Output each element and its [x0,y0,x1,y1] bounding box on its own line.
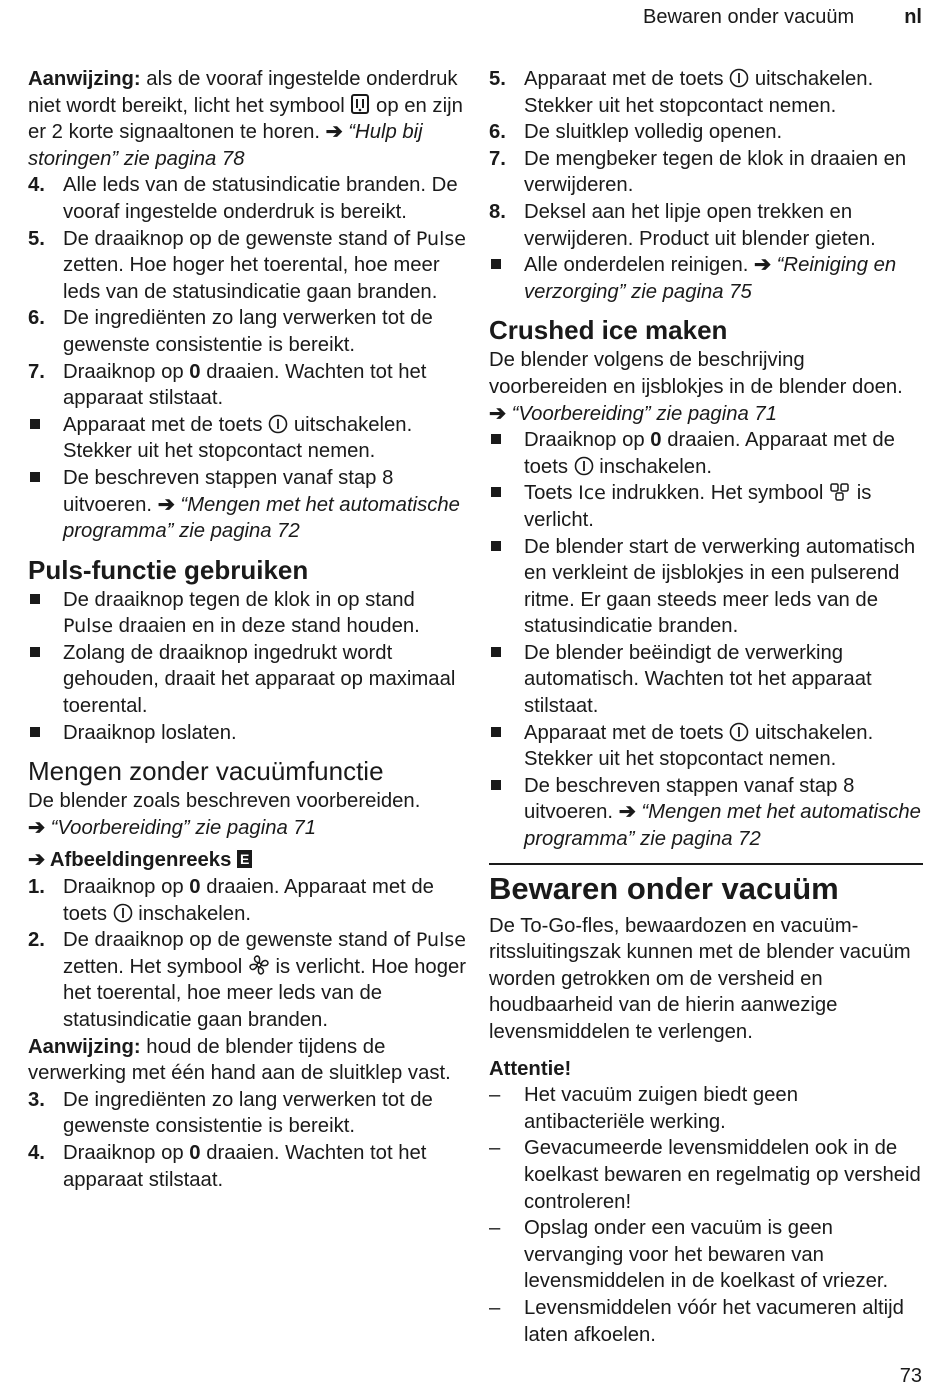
intro-text: De blender zoals beschreven voorbereiden. [28,790,421,813]
list-item: Toets Ice indrukken. Het symbool is verlicht. [489,480,923,533]
bullet-square-icon [28,465,63,545]
list-item: 7. De mengbeker tegen de klok in draaien en verwijderen. [489,147,907,197]
list-item: 1. Draaiknop op 0 draaien. Apparaat met de toets inschakelen. [28,876,434,925]
intro-text: De To-Go-fles, bewaardozen en vacuümritssluitingszak kunnen met de blender vacuüm worden getrokken om de versheid en houdbaarheid van de hierin aanwezige levensmiddelen te verlengen. [489,914,911,1043]
list-item: – Het vacuüm zuigen biedt geen antibacteriële werking. [489,1084,798,1133]
list-item: – Levensmiddelen vóór het vacumeren altijd laten afkoelen. [489,1296,904,1346]
page-number: 73 [899,1365,922,1387]
bullet-square-icon [28,640,63,720]
ice-cubes-icon [829,482,851,502]
bullet-square-icon [28,720,63,747]
power-icon [574,456,594,476]
arrow-right-icon: ➔ [618,801,636,824]
cross-reference[interactable]: ➔ “Voorbereiding” zie pagina 71 [489,402,777,425]
list-item: 2. De draaiknop op de gewenste stand of Pulse zetten. Het symbool is verlicht. Hoe hoger het toerental, hoe meer leds van de statusindicatie gaan branden. [28,929,467,1031]
arrow-right-icon: ➔ [754,254,772,277]
list-item: 3. De ingrediënten zo lang verwerken tot de gewenste consistentie is bereikt. [28,1088,433,1138]
cross-reference[interactable]: ➔ “Mengen met het automatische programma” zie pagina 72 [63,493,460,543]
list-item: Alle onderdelen reinigen. ➔ “Reiniging en verzorging” zie pagina 75 [489,252,923,305]
cross-reference[interactable]: ➔ “Voorbereiding” zie pagina 71 [28,816,316,839]
figure-letter-badge: E [237,850,252,868]
fan-icon [248,954,270,976]
arrow-right-icon: ➔ [325,121,343,144]
section-heading: Mengen zonder vacuümfunctie [28,756,384,787]
list-item: De beschreven stappen vanaf stap 8 uitvoeren. ➔ “Mengen met het automatische programma” zie pagina 72 [489,773,923,853]
list-item: Apparaat met de toets uitschakelen. Stekker uit het stopcontact nemen. [28,412,468,465]
power-icon [729,722,749,742]
list-item: Apparaat met de toets uitschakelen. Stekker uit het stopcontact nemen. [489,720,923,773]
list-item: De blender start de verwerking automatisch en verkleint de ijsblokjes in een pulserend ritme. Er gaan steeds meer leds van de statusindicatie branden. [489,534,923,640]
list-item: 5. Apparaat met de toets uitschakelen. Stekker uit het stopcontact nemen. [489,68,874,117]
arrow-right-icon: ➔ [157,493,175,516]
bullet-square-icon [489,252,524,305]
section-heading: Crushed ice maken [489,315,728,346]
bullet-square-icon [28,587,63,640]
section-divider [489,863,923,865]
list-item: De beschreven stappen vanaf stap 8 uitvoeren. ➔ “Mengen met het automatische programma” zie pagina 72 [28,465,468,545]
arrow-right-icon: ➔ [489,402,506,425]
bullet-square-icon [489,640,524,720]
note-paragraph: Aanwijzing: houd de blender tijdens de verwerking met één hand aan de sluitklep vast. [28,1035,451,1085]
power-icon [268,414,288,434]
vacuum-error-icon [350,93,370,115]
list-item: – Opslag onder een vacuüm is geen vervanging voor het bewaren van levensmiddelen in de koelkast of vriezer. [489,1217,889,1293]
right-column [489,66,923,1348]
section-heading: Puls-functie gebruiken [28,554,309,585]
list-item: 6. De ingrediënten zo lang verwerken tot de gewenste consistentie is bereikt. [28,307,433,356]
list-item: De draaiknop tegen de klok in op stand Pulse draaien en in deze stand houden. [28,587,468,640]
bullet-square-icon [489,534,524,640]
bullet-square-icon [489,720,524,773]
chapter-heading: Bewaren onder vacuüm [489,870,839,906]
running-header [643,6,922,29]
list-item: 4. Alle leds van de statusindicatie branden. De vooraf ingestelde onderdruk is bereikt. [28,174,458,223]
list-item: Draaiknop op 0 draaien. Apparaat met de toets inschakelen. [489,427,923,480]
list-item: 4. Draaiknop op 0 draaien. Wachten tot het apparaat stilstaat. [28,1141,427,1191]
attention-label: Attentie! [489,1057,572,1080]
list-item: – Gevacumeerde levensmiddelen ook in de koelkast bewaren en regelmatig op versheid controleren! [489,1137,921,1213]
bullet-square-icon [28,412,63,465]
list-item: De blender beëindigt de verwerking automatisch. Wachten tot het apparaat stilstaat. [489,640,923,720]
left-column [28,66,468,1193]
list-item: 7. Draaiknop op 0 draaien. Wachten tot het apparaat stilstaat. [28,360,427,410]
intro-text: De blender volgens de beschrijving voorbereiden en ijsblokjes in de blender doen. ➔ “Voorbereiding” zie pagina 71 [489,349,903,425]
list-item: 5. De draaiknop op de gewenste stand of Pulse zetten. Hoe hoger het toerental, hoe meer leds van de statusindicatie gaan branden. [28,227,466,303]
power-icon [113,903,133,923]
list-item: 6. De sluitklep volledig openen. [489,121,783,144]
header-section-title: Bewaren onder vacuüm [642,6,855,28]
arrow-right-icon: ➔ [28,849,45,872]
header-language: nl [904,6,922,28]
bullet-square-icon [489,480,524,533]
arrow-right-icon: ➔ [28,816,45,839]
cross-reference[interactable]: ➔ “Mengen met het automatische programma” zie pagina 72 [524,801,921,851]
list-item: 8. Deksel aan het lipje open trekken en verwijderen. Product uit blender gieten. [489,200,876,250]
figure-reference: ➔ Afbeeldingenreeks E [28,847,468,874]
list-item: Draaiknop loslaten. [28,720,468,747]
bullet-square-icon [489,427,524,480]
bullet-square-icon [489,773,524,853]
cross-reference[interactable]: ➔ “Hulp bij storingen” zie pagina 78 [28,121,423,170]
power-icon [729,68,749,88]
list-item: Zolang de draaiknop ingedrukt wordt gehouden, draait het apparaat op maximaal toerental. [28,640,468,720]
cross-reference[interactable]: ➔ “Reiniging en verzorging” zie pagina 75 [524,254,897,303]
note-paragraph: Aanwijzing: als de vooraf ingestelde onderdruk niet wordt bereikt, licht het symbool op en zijn er 2 korte signaaltonen te horen. ➔ “Hulp bij storingen” zie pagina 78 [28,68,463,170]
